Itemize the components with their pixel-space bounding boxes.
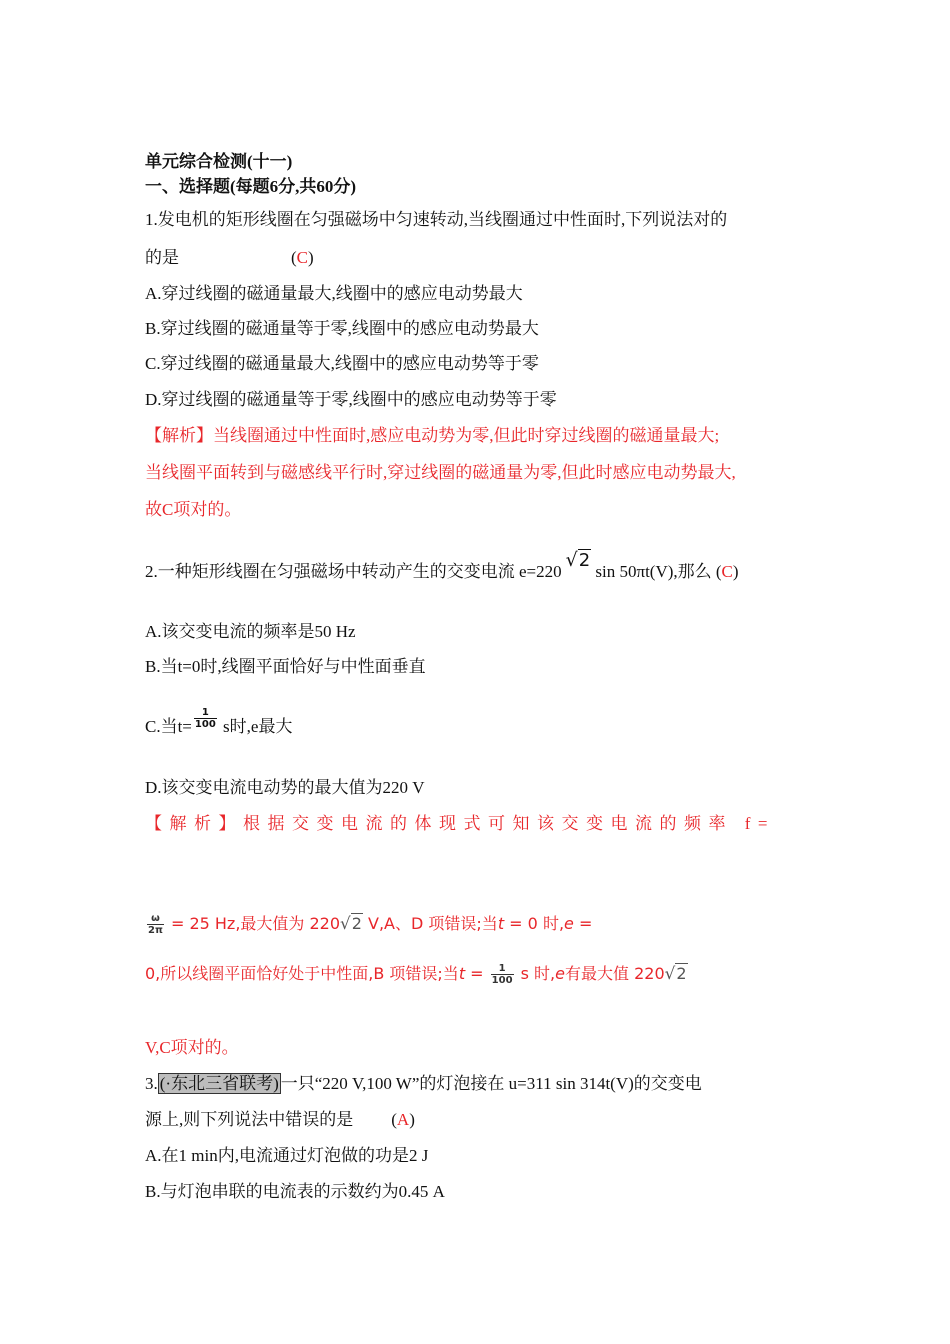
q3-stem-text: 一只“220 V,100 W”的灯泡接在 u=311 sin 314t(V)的交变电	[280, 1074, 702, 1093]
q1-stem-tail: 的是	[145, 248, 179, 267]
sqrt-symbol: √2	[664, 963, 687, 983]
q1-option-b: B.穿过线圈的磁通量等于零,线圈中的感应电动势最大	[145, 319, 539, 338]
q3-number: 3.	[145, 1074, 158, 1093]
q2-stem-b: sin 50πt(V),那么 (	[591, 562, 722, 581]
q3-stem-tail: 源上,则下列说法中错误的是	[145, 1110, 354, 1129]
q3-stem-line2: 源上,则下列说法中错误的是 (A)	[145, 1110, 415, 1129]
fraction-omega: $\frac{\omega}{2\pi}$	[148, 913, 163, 936]
fraction: $\frac{1}{100}$	[194, 706, 216, 730]
q2-option-c-post: s时,e最大	[218, 717, 293, 736]
q2-analysis-line3: 0,所以线圈平面恰好处于中性面,B 项错误;当t = $\frac{1}{100}$ s 时,e有最大值 220√2	[145, 956, 688, 991]
fraction: $\frac{1}{100}$	[491, 963, 513, 986]
q1-option-a: A.穿过线圈的磁通量最大,线圈中的感应电动势最大	[145, 284, 523, 303]
sqrt-symbol: √2	[340, 913, 362, 933]
q2-stem-a: 2.一种矩形线圈在匀强磁场中转动产生的交变电流 e=220	[145, 562, 562, 581]
q2-paren-close: )	[732, 562, 739, 581]
q2-option-d: D.该交变电流电动势的最大值为220 V	[145, 778, 425, 797]
q2-analysis-line2: $\frac{\omega}{2\pi}$ = 25 Hz,最大值为 220√2 V,A、D 项错误;当t = 0 时,e =	[145, 906, 592, 941]
q2-option-a: A.该交变电流的频率是50 Hz	[145, 622, 356, 641]
q2-option-b: B.当t=0时,线圈平面恰好与中性面垂直	[145, 657, 426, 676]
q1-paren-close: )	[308, 248, 314, 267]
source-tag: (·东北三省联考)	[159, 1074, 279, 1093]
q3-option-a: A.在1 min内,电流通过灯泡做的功是2 J	[145, 1146, 429, 1165]
q3-option-b: B.与灯泡串联的电流表的示数约为0.45 A	[145, 1182, 445, 1201]
q1-paren-open: (	[291, 248, 297, 267]
q1-stem-line2	[145, 246, 314, 270]
q2-answer: C	[721, 562, 733, 581]
page-title: 单元综合检测(十一)	[145, 152, 293, 171]
q2-option-c-pre: C.当t=	[145, 717, 192, 736]
q2-analysis-head: 【解析】根据交变电流的体现式可知该交变电流的频率 f=	[145, 814, 775, 833]
q2-stem	[145, 549, 739, 584]
q1-answer: C	[296, 248, 309, 267]
q3-stem-line1	[145, 1072, 702, 1096]
q2-analysis-line4: V,C项对的。	[145, 1038, 239, 1057]
q1-analysis-line2: 当线圈平面转到与磁感线平行时,穿过线圈的磁通量为零,但此时感应电动势最大,	[145, 463, 736, 482]
sqrt-symbol: √2	[565, 549, 591, 571]
q1-analysis-line3: 故C项对的。	[145, 500, 242, 519]
section-heading: 一、选择题(每题6分,共60分)	[145, 177, 357, 196]
q1-analysis-line1: 【解析】当线圈通过中性面时,感应电动势为零,但此时穿过线圈的磁通量最大;	[145, 426, 720, 445]
q3-answer: A	[396, 1110, 410, 1129]
q1-option-d: D.穿过线圈的磁通量等于零,线圈中的感应电动势等于零	[145, 390, 557, 409]
q1-stem-line1: 1.发电机的矩形线圈在匀强磁场中匀速转动,当线圈通过中性面时,下列说法对的	[145, 210, 728, 229]
q1-option-c: C.穿过线圈的磁通量最大,线圈中的感应电动势等于零	[145, 354, 539, 373]
q2-option-c	[145, 704, 292, 750]
